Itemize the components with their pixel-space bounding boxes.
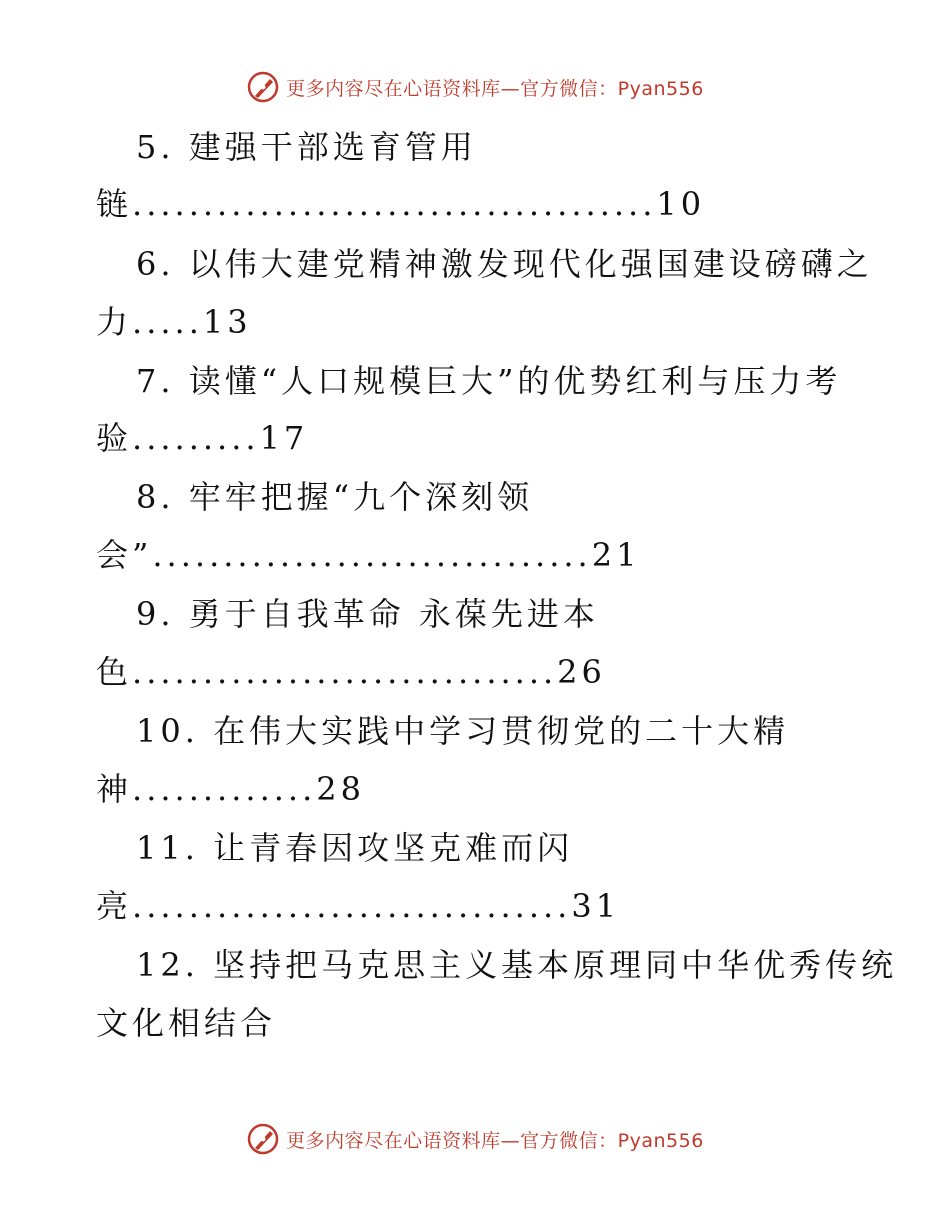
page-number: 26 [557,653,606,691]
watermark-text: 更多内容尽在心语资料库—官方微信：Pyan556 [286,1129,704,1152]
entry-number: 9. [136,595,175,633]
dot-leader: ............. [132,770,317,808]
page-number: 17 [259,419,309,457]
entry-title-tail: 色 [96,653,133,691]
pen-logo-icon [246,70,280,104]
toc-entry-7-title[interactable] [136,361,841,401]
entry-title-tail: 验 [96,419,133,457]
page-number: 10 [656,185,706,223]
entry-number: 10. [136,712,199,750]
dot-leader: ..................................... [132,185,657,223]
page-number: 13 [202,303,252,341]
toc-entry-7-leader[interactable] [96,418,308,458]
toc-entry-8-title[interactable] [136,477,533,517]
entry-title: 勇于自我革命 永葆先进本 [188,595,599,633]
entry-title-tail: 亮 [96,887,133,925]
toc-entry-5-leader[interactable] [96,184,705,224]
toc-entry-5-title[interactable] [136,127,477,167]
entry-title: 坚持把马克思主义基本原理同中华优秀传统 [213,946,898,984]
entry-title-tail: 文化相结合 [96,1004,277,1042]
toc-entry-11-title[interactable] [136,828,573,868]
entry-title-tail: 神 [96,770,133,808]
toc-entry-9-leader[interactable] [96,652,606,692]
toc-entry-6-leader[interactable] [96,302,252,342]
toc-entry-6-title[interactable] [136,244,873,284]
entry-title: 牢牢把握“九个深刻领 [188,478,534,516]
pen-logo-icon [246,1122,280,1156]
toc-entry-9-title[interactable] [136,594,599,634]
dot-leader: ............................... [152,536,592,574]
entry-number: 6. [136,245,175,283]
page-number: 28 [316,770,365,808]
toc-entry-8-leader[interactable] [96,535,640,575]
header-watermark [0,70,950,104]
toc-entry-12-continuation[interactable] [96,1003,276,1043]
page-number: 21 [591,536,641,574]
dot-leader: ..... [132,303,203,341]
entry-title: 以伟大建党精神激发现代化强国建设磅礴之 [188,245,873,283]
entry-title: 让青春因攻坚克难而闪 [213,829,574,867]
entry-title: 读懂“人口规模巨大”的优势红利与压力考 [188,362,842,400]
entry-title: 建强干部选育管用 [188,128,477,166]
footer-watermark [0,1122,950,1156]
entry-title-tail: 会” [96,536,153,574]
entry-number: 11. [136,829,199,867]
toc-entry-12-title[interactable] [136,945,897,985]
toc-entry-10-leader[interactable] [96,769,365,809]
toc-entry-11-leader[interactable] [96,886,620,926]
toc-entry-10-title[interactable] [136,711,789,751]
dot-leader: .............................. [132,653,558,691]
entry-number: 8. [136,478,175,516]
entry-number: 7. [136,362,175,400]
page-number: 31 [571,887,621,925]
dot-leader: ......... [132,419,260,457]
entry-number: 5. [136,128,175,166]
entry-title: 在伟大实践中学习贯彻党的二十大精 [213,712,790,750]
entry-number: 12. [136,946,199,984]
entry-title-tail: 力 [96,303,133,341]
dot-leader: ............................... [132,887,572,925]
entry-title-tail: 链 [96,185,133,223]
watermark-text: 更多内容尽在心语资料库—官方微信：Pyan556 [286,77,704,100]
